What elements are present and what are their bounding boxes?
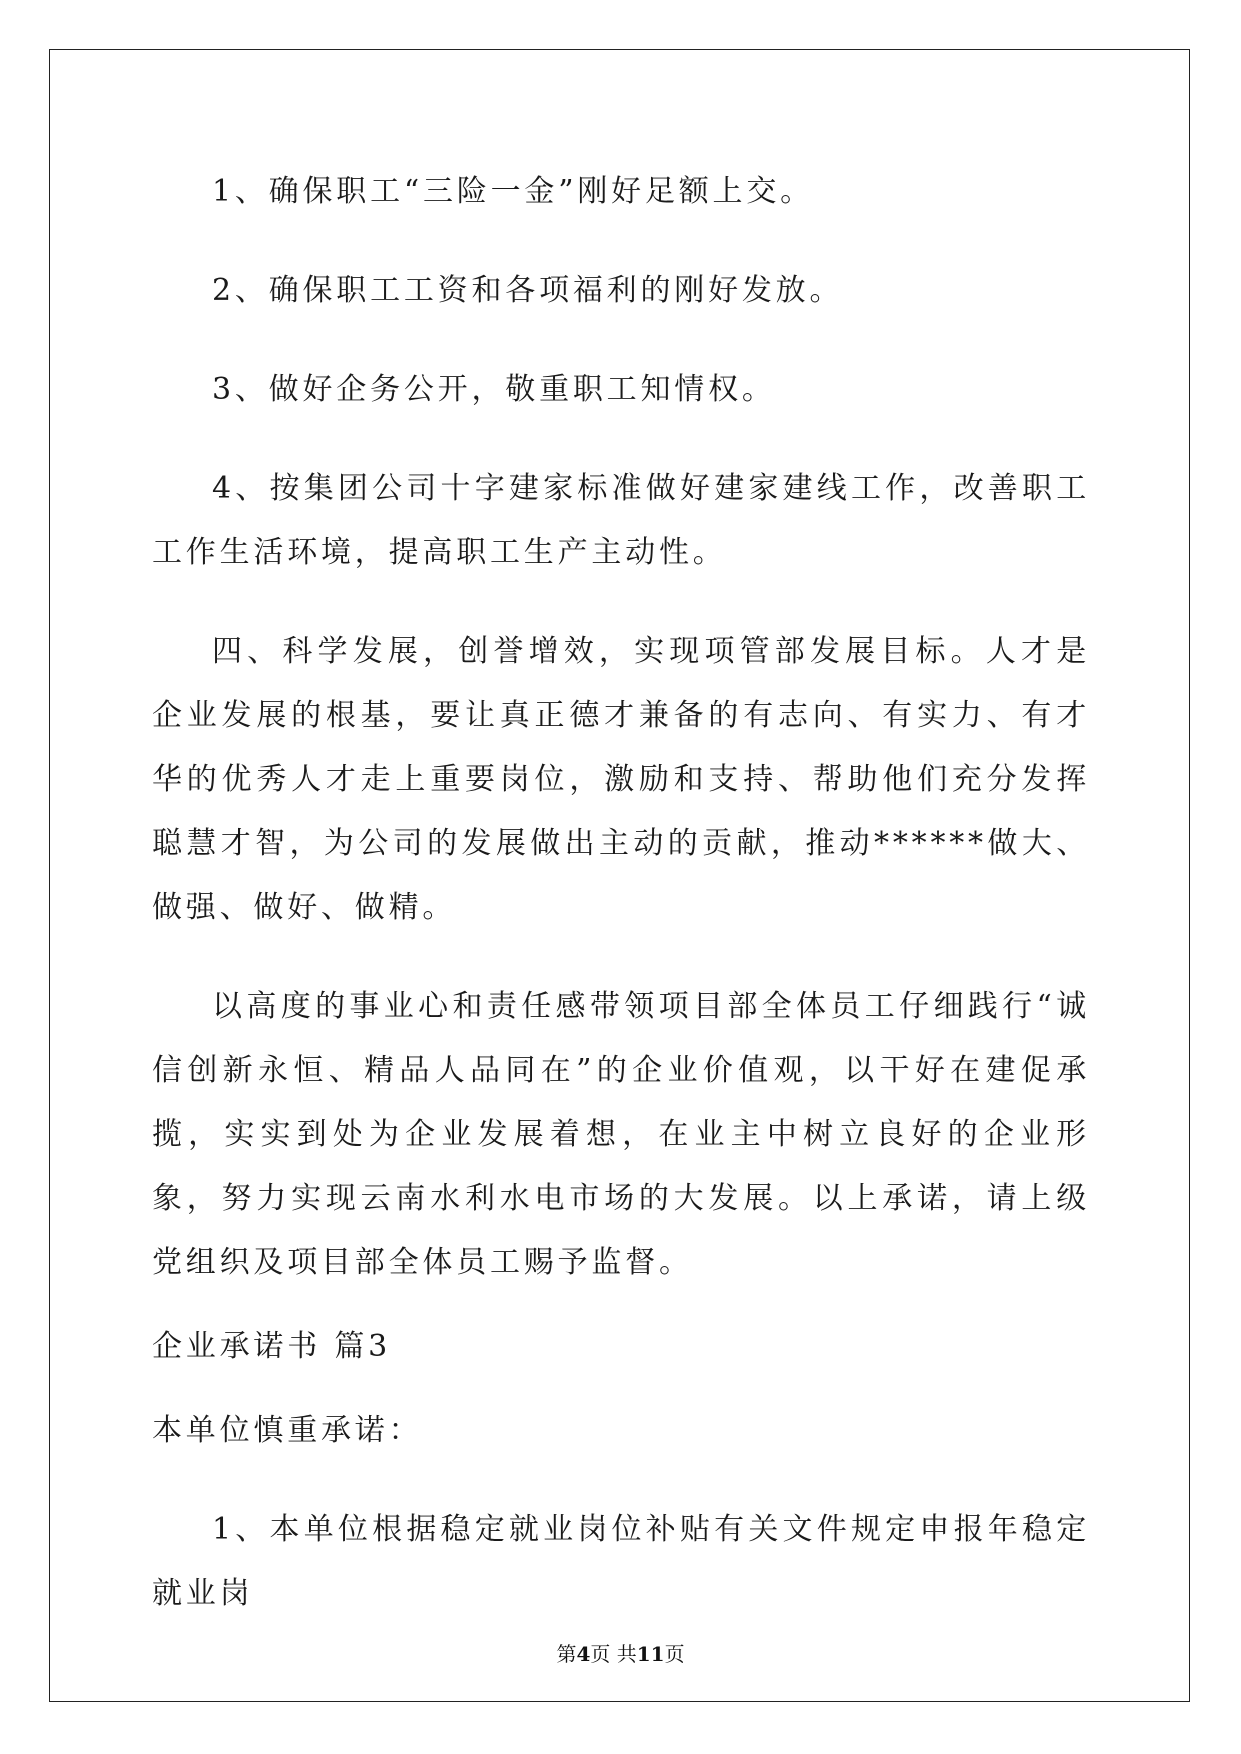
document-body: [152, 160, 1090, 1626]
page-prefix: 第: [556, 1642, 577, 1666]
page-total: 11: [636, 1642, 665, 1666]
paragraph-values: 以高度的事业心和责任感带领项目部全体员工仔细践行“诚信创新永恒、精品人品同在”的企业价值观，以干好在建促承揽，实实到处为企业发展着想，在业主中树立良好的企业形象，努力实现云南水利水电市场的大发展。以上承诺，请上级党组织及项目部全体员工赐予监督。: [152, 989, 1090, 1280]
page-suffix: 页: [664, 1642, 685, 1666]
intro-line: 本单位慎重承诺：: [152, 1413, 423, 1448]
page-current: 4: [576, 1642, 591, 1666]
paragraph-item-2: 2、确保职工工资和各项福利的刚好发放。: [212, 273, 844, 308]
paragraph-item-1: 1、确保职工“三险一金”刚好足额上交。: [212, 174, 814, 209]
paragraph-commitment-1: 1、本单位根据稳定就业岗位补贴有关文件规定申报年稳定就业岗: [152, 1512, 1090, 1611]
paragraph-item-4: 4、按集团公司十字建家标准做好建家建线工作，改善职工工作生活环境，提高职工生产主动性。: [152, 471, 1090, 570]
paragraph-section-four: 四、科学发展，创誉增效，实现项管部发展目标。人才是企业发展的根基，要让真正德才兼备的有志向、有实力、有才华的优秀人才走上重要岗位，激励和支持、帮助他们充分发挥聪慧才智，为公司的发展做出主动的贡献，推动******做大、做强、做好、做精。: [152, 634, 1090, 925]
section-heading: 企业承诺书 篇3: [152, 1329, 392, 1364]
paragraph-item-3: 3、做好企务公开，敬重职工知情权。: [212, 372, 776, 407]
page-footer: [0, 1642, 1241, 1666]
page-mid: 页 共: [590, 1642, 637, 1666]
